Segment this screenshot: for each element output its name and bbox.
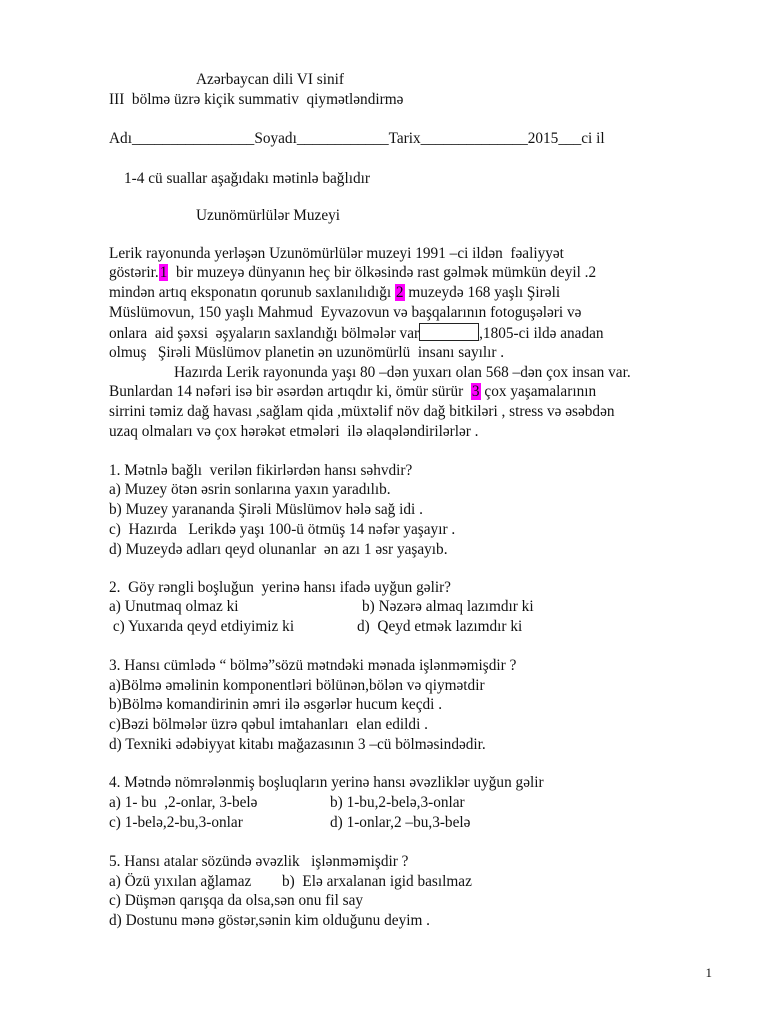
page-number: 1 bbox=[705, 965, 712, 980]
passage-line bbox=[109, 283, 560, 302]
answer-option: b) Elə arxalanan igid basılmaz bbox=[282, 873, 472, 890]
answer-option: a)Bölmə əməlinin komponentləri bölünən,bölən və qiymətdir bbox=[109, 677, 485, 694]
blue-gap-box bbox=[419, 323, 479, 341]
passage-text: çox yaşamalarının bbox=[480, 383, 597, 400]
passage-line: olmuş Şirəli Müslümov planetin ən uzunömürlü insanı sayılır . bbox=[109, 344, 505, 361]
passage-text: onlara aid şəxsi əşyaların saxlandığı bölmələr var bbox=[109, 325, 420, 342]
answer-option: a) 1- bu ,2-onlar, 3-belə bbox=[109, 794, 258, 811]
student-info-line: Adı________________Soyadı____________Tarix______________2015___ci il bbox=[109, 130, 605, 147]
answer-option: d) Qeyd etmək lazımdır ki bbox=[357, 618, 523, 635]
answer-option: a) Unutmaq olmaz ki bbox=[109, 598, 239, 615]
answer-option: c) Yuxarıda qeyd etdiyimiz ki bbox=[109, 618, 295, 635]
passage-line: uzaq olmaları və çox hərəkət etmələri ilə əlaqələndirilərlər . bbox=[109, 423, 479, 440]
passage-text: mindən artıq eksponatın qorunub saxlanılıdığı bbox=[109, 284, 395, 301]
passage-text: muzeydə 168 yaşlı Şirəli bbox=[404, 284, 561, 301]
answer-option: b) Nəzərə almaq lazımdır ki bbox=[362, 598, 534, 615]
answer-option: d) Muzeydə adları qeyd olunanlar ən azı 1 əsr yaşayıb. bbox=[109, 541, 448, 558]
passage-text: göstərir. bbox=[109, 264, 159, 281]
question-text: 2. Göy rəngli boşluğun yerinə hansı ifadə uyğun gəlir? bbox=[109, 579, 451, 596]
answer-option: d) Dostunu mənə göstər,sənin kim olduğunu deyim . bbox=[109, 912, 431, 929]
question-text: 3. Hansı cümlədə “ bölmə”sözü mətndəki mənada işlənməmişdir ? bbox=[109, 657, 517, 674]
answer-option: c)Bəzi bölmələr üzrə qəbul imtahanları elan edildi . bbox=[109, 716, 428, 733]
answer-option: c) 1-belə,2-bu,3-onlar bbox=[109, 814, 243, 831]
answer-option: b)Bölmə komandirinin əmri ilə əsgərlər hucum keçdi . bbox=[109, 696, 443, 713]
subject-title: Azərbaycan dili VI sinif bbox=[196, 71, 344, 88]
question-text: 5. Hansı atalar sözündə əvəzlik işlənməmişdir ? bbox=[109, 853, 409, 870]
passage-text: Bunlardan 14 nəfəri isə bir əsərdən artıqdır ki, ömür sürür bbox=[109, 383, 471, 400]
intro-text: 1-4 cü suallar aşağıdakı mətinlə bağlıdır bbox=[124, 170, 370, 187]
gap-marker-3: 3 bbox=[471, 383, 480, 400]
answer-option: a) Muzey ötən əsrin sonlarına yaxın yaradılıb. bbox=[109, 481, 391, 498]
passage-text: bir muzeyə dünyanın heç bir ölkəsində rast gəlmək mümkün deyil .2 bbox=[168, 264, 597, 281]
passage-line bbox=[109, 263, 596, 282]
answer-option: c) Hazırda Lerikdə yaşı 100-ü ötmüş 14 nəfər yaşayır . bbox=[109, 521, 456, 538]
passage-line: Hazırda Lerik rayonunda yaşı 80 –dən yuxarı olan 568 –dən çox insan var. bbox=[174, 364, 631, 381]
passage-line: Müslümovun, 150 yaşlı Mahmud Eyvazovun və başqalarının fotoguşələri və bbox=[109, 304, 582, 321]
gap-marker-2: 2 bbox=[395, 284, 404, 301]
question-text: 1. Mətnlə bağlı verilən fikirlərdən hansı səhvdir? bbox=[109, 462, 413, 479]
answer-option: b) 1-bu,2-belə,3-onlar bbox=[330, 794, 465, 811]
answer-option: c) Düşmən qarışqa da olsa,sən onu fil say bbox=[109, 892, 364, 909]
passage-line bbox=[109, 382, 596, 401]
passage-line bbox=[109, 323, 604, 342]
text-title: Uzunömürlülər Muzeyi bbox=[196, 207, 341, 224]
gap-marker-1: 1 bbox=[159, 264, 168, 281]
answer-option: b) Muzey yarananda Şirəli Müslümov hələ sağ idi . bbox=[109, 501, 423, 518]
passage-line: sirrini təmiz dağ havası ,sağlam qida ,müxtəlif növ dağ bitkiləri , stress və əsəbdən bbox=[109, 403, 615, 420]
assessment-title: III bölmə üzrə kiçik summativ qiymətləndirmə bbox=[109, 91, 404, 108]
passage-line: Lerik rayonunda yerləşən Uzunömürlülər muzeyi 1991 –ci ildən fəaliyyət bbox=[109, 245, 564, 262]
answer-option: d) 1-onlar,2 –bu,3-belə bbox=[330, 814, 471, 831]
answer-option: a) Özü yıxılan ağlamaz bbox=[109, 873, 252, 890]
answer-option: d) Texniki ədəbiyyat kitabı mağazasının 3 –cü bölməsindədir. bbox=[109, 736, 486, 753]
passage-text: ,1805-ci ildə anadan bbox=[479, 325, 604, 342]
question-text: 4. Mətndə nömrələnmiş boşluqların yerinə hansı əvəzliklər uyğun gəlir bbox=[109, 774, 544, 791]
